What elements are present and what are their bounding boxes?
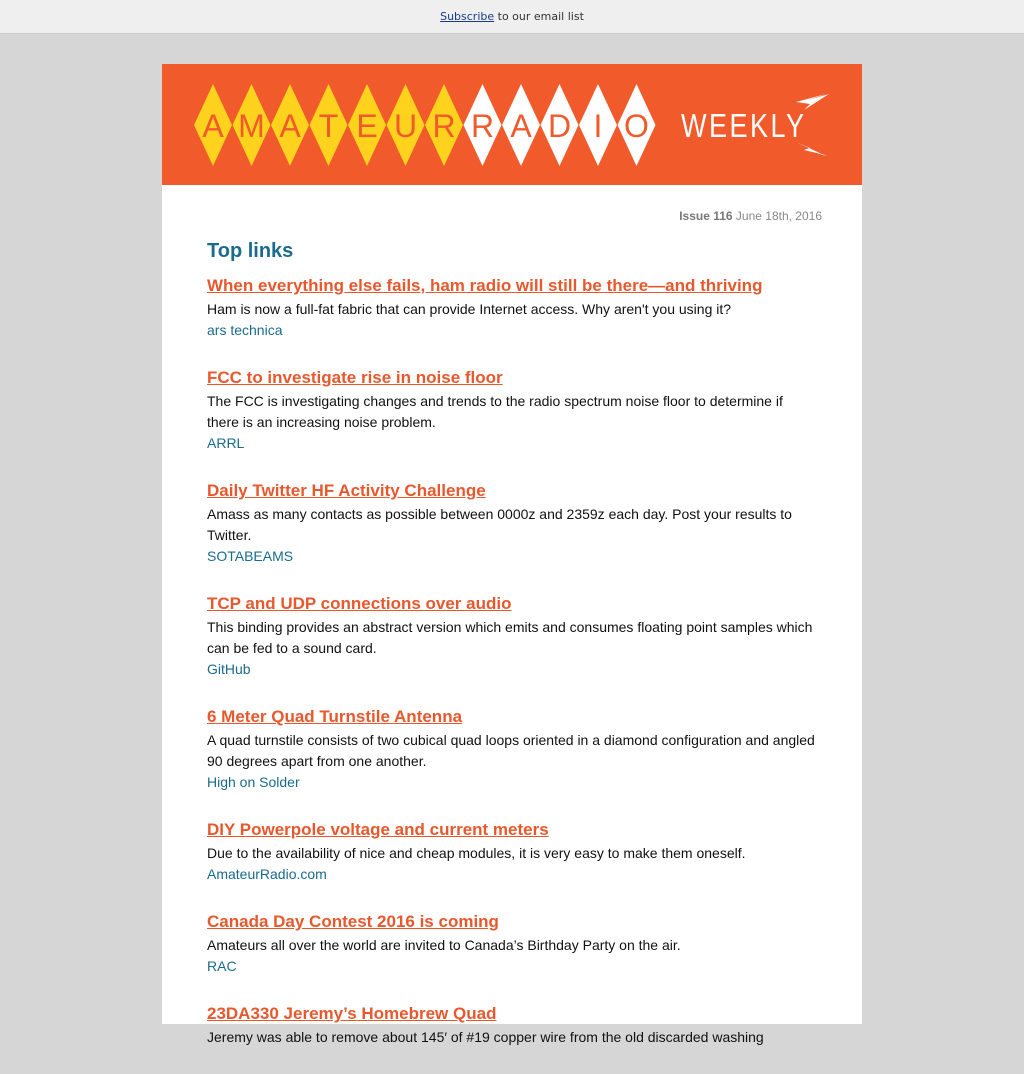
link-title[interactable]: 23DA330 Jeremy’s Homebrew Quad	[207, 1004, 497, 1023]
link-item	[207, 1003, 817, 1048]
header-banner	[162, 64, 862, 185]
link-title[interactable]: Canada Day Contest 2016 is coming	[207, 912, 499, 931]
issue-number: Issue 116	[679, 209, 733, 223]
link-description: A quad turnstile consists of two cubical quad loops oriented in a diamond configuration and angled 90 degrees apart from one another.	[207, 732, 815, 769]
link-source[interactable]: ARRL	[207, 435, 245, 451]
newsletter-card	[162, 64, 862, 1045]
amateur-radio-weekly-logo[interactable]	[162, 64, 862, 185]
link-description: The FCC is investigating changes and trends to the radio spectrum noise floor to determine if there is an increasing noise problem.	[207, 393, 783, 430]
link-item	[207, 275, 817, 341]
link-title[interactable]: 6 Meter Quad Turnstile Antenna	[207, 707, 463, 726]
link-source[interactable]: GitHub	[207, 661, 251, 677]
logo-letter: A	[279, 108, 301, 144]
link-item	[207, 706, 817, 793]
link-description: Ham is now a full-fat fabric that can provide Internet access. Why aren't you using it?	[207, 301, 732, 317]
subscribe-suffix: to our email list	[497, 10, 584, 23]
logo-letter: A	[202, 108, 224, 144]
logo-letter: T	[318, 108, 339, 144]
link-description: Jeremy was able to remove about 145′ of #19 copper wire from the old discarded washing	[207, 1029, 764, 1045]
logo-letter: M	[238, 108, 265, 144]
link-description: Amass as many contacts as possible between 0000z and 2359z each day. Post your results to Twitter.	[207, 506, 792, 543]
logo-letter: E	[356, 108, 378, 144]
logo-letter: O	[624, 108, 649, 144]
logo-letter: U	[393, 108, 418, 144]
link-title[interactable]: DIY Powerpole voltage and current meters	[207, 820, 549, 839]
link-description: Amateurs all over the world are invited to Canada’s Birthday Party on the air.	[207, 937, 681, 953]
logo-letter: R	[470, 108, 495, 144]
link-source[interactable]: AmateurRadio.com	[207, 866, 327, 882]
link-list	[207, 275, 817, 1048]
link-description: This binding provides an abstract version which emits and consumes floating point samples which can be fed to a sound card.	[207, 619, 813, 656]
link-source[interactable]: RAC	[207, 958, 237, 974]
link-title[interactable]: TCP and UDP connections over audio	[207, 594, 512, 613]
logo-letter: I	[593, 108, 603, 144]
logo-letter: D	[547, 108, 572, 144]
link-source[interactable]: High on Solder	[207, 774, 300, 790]
logo-letter: R	[432, 108, 456, 144]
link-title[interactable]: When everything else fails, ham radio will still be there—and thriving	[207, 276, 763, 295]
link-description: Due to the availability of nice and cheap modules, it is very easy to make them oneself.	[207, 845, 746, 861]
link-source[interactable]: SOTABEAMS	[207, 548, 294, 564]
subscribe-link[interactable]: Subscribe	[440, 10, 495, 23]
subscribe-bar	[0, 0, 1024, 34]
link-item	[207, 911, 817, 977]
logo-weekly-text: WEEKLY	[681, 108, 807, 145]
section-title: Top links	[207, 240, 294, 262]
link-source[interactable]: ars technica	[207, 322, 283, 338]
top-links-section	[207, 238, 817, 1074]
logo-letter: A	[510, 108, 532, 144]
link-title[interactable]: FCC to investigate rise in noise floor	[207, 368, 503, 387]
link-title[interactable]: Daily Twitter HF Activity Challenge	[207, 481, 486, 500]
link-item	[207, 367, 817, 454]
link-item	[207, 480, 817, 567]
issue-line	[679, 209, 822, 223]
link-item	[207, 593, 817, 680]
issue-date: June 18th, 2016	[735, 209, 822, 223]
link-item	[207, 819, 817, 885]
